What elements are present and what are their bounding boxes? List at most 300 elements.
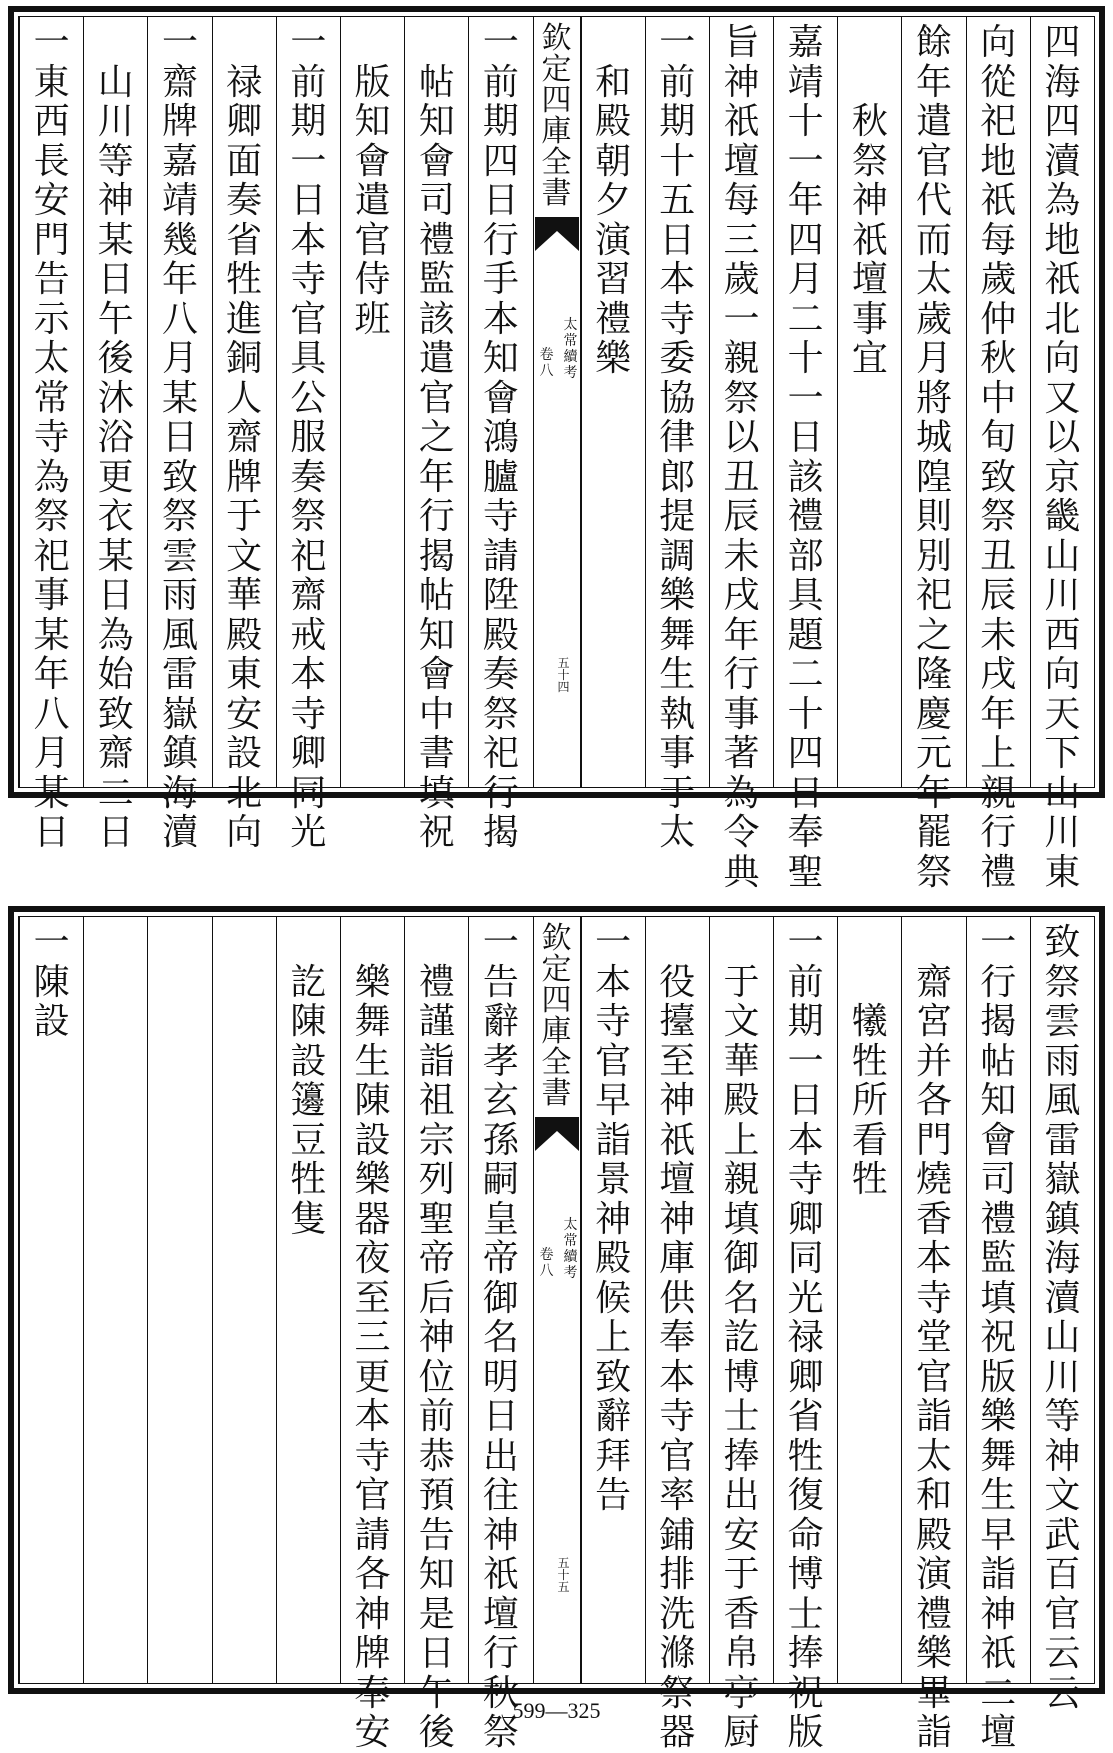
glyph: 神: [980, 1593, 1017, 1635]
glyph: 日: [290, 180, 327, 221]
glyph: 文: [226, 535, 263, 577]
glyph: 名: [482, 1317, 519, 1358]
glyph: 景: [595, 1159, 632, 1200]
glyph: 詣: [595, 1119, 632, 1161]
glyph: 祇: [482, 1554, 519, 1595]
glyph: 詣: [916, 1712, 953, 1753]
glyph: 衣: [97, 496, 134, 537]
glyph: 一: [482, 922, 519, 963]
glyph: 祇: [980, 1633, 1017, 1674]
glyph: 寺: [659, 1396, 696, 1437]
glyph: 看: [851, 1119, 888, 1161]
glyph: 二: [787, 298, 824, 340]
glyph: 出: [723, 1475, 760, 1516]
text-column: [19, 17, 83, 853]
glyph: 揭: [482, 812, 519, 853]
glyph: 至: [659, 1040, 696, 1082]
column-text: [341, 923, 404, 1753]
glyph: 官: [418, 377, 455, 419]
glyph: 十: [787, 338, 824, 379]
glyph: 嶽: [161, 693, 198, 735]
column-text: [148, 23, 211, 853]
glyph: 該: [418, 298, 455, 340]
glyph: 士: [723, 1396, 760, 1437]
text-column: [709, 17, 773, 893]
glyph: 和: [595, 61, 632, 103]
glyph: 瀆: [161, 812, 198, 853]
glyph: 預: [418, 1475, 455, 1516]
glyph: 奉: [659, 1317, 696, 1358]
glyph: 靖: [787, 61, 824, 103]
column-text: [405, 923, 468, 1753]
glyph: 祝: [980, 1317, 1017, 1358]
glyph: 五: [557, 656, 570, 670]
glyph: 戌: [980, 654, 1017, 695]
glyph: 朝: [595, 140, 632, 182]
glyph: 祭: [851, 140, 888, 182]
column-text: [774, 23, 837, 892]
glyph: 訖: [290, 961, 327, 1003]
column-text: [582, 23, 645, 379]
glyph: 一: [290, 22, 327, 63]
glyph: 列: [418, 1159, 455, 1200]
glyph: 八: [539, 363, 554, 379]
glyph: 山: [1044, 1317, 1081, 1358]
glyph: 陞: [482, 575, 519, 616]
column-text: [1031, 923, 1094, 1713]
glyph: 孫: [482, 1119, 519, 1161]
glyph: 揭: [418, 535, 455, 577]
glyph: 祀: [980, 101, 1017, 142]
glyph: 侍: [354, 259, 391, 300]
glyph: 拜: [595, 1435, 632, 1477]
glyph: 版: [354, 61, 391, 103]
glyph: 位: [418, 1356, 455, 1398]
glyph: 示: [33, 298, 70, 340]
glyph: 餘: [916, 22, 953, 63]
glyph: 官: [659, 1435, 696, 1477]
glyph: 卿: [290, 733, 327, 774]
glyph: 雷: [161, 654, 198, 695]
glyph: 一: [482, 22, 519, 63]
glyph: 三: [723, 219, 760, 261]
glyph: 長: [33, 140, 70, 182]
glyph: 帝: [418, 1238, 455, 1279]
fishtail-mark-icon: [535, 217, 579, 253]
glyph: 以: [1044, 417, 1081, 458]
glyph: 帖: [418, 575, 455, 616]
glyph: 隆: [916, 654, 953, 695]
center-fold: [533, 917, 581, 1683]
text-column: [340, 17, 404, 787]
glyph: 為: [1044, 180, 1081, 221]
glyph: 面: [226, 140, 263, 182]
text-column: [1030, 917, 1094, 1714]
text-column: [837, 917, 901, 1683]
glyph: 會: [418, 140, 455, 182]
glyph: 雷: [1044, 1119, 1081, 1161]
glyph: 安: [226, 693, 263, 735]
text-column: [468, 17, 532, 853]
glyph: 日: [659, 219, 696, 261]
glyph: 歲: [916, 298, 953, 340]
glyph: 沐: [97, 377, 134, 419]
glyph: 郎: [659, 456, 696, 498]
glyph: 常: [563, 333, 578, 349]
glyph: 期: [482, 101, 519, 142]
glyph: 雨: [161, 575, 198, 616]
glyph: 年: [787, 180, 824, 221]
column-text: [710, 23, 773, 892]
glyph: 殿: [595, 101, 632, 142]
glyph: 文: [723, 1001, 760, 1042]
glyph: 上: [595, 1317, 632, 1358]
glyph: 出: [482, 1435, 519, 1477]
glyph: 孝: [482, 1040, 519, 1082]
glyph: 殿: [226, 614, 263, 656]
text-column: [581, 17, 645, 787]
column-text: [213, 23, 276, 853]
glyph: 一: [787, 140, 824, 182]
glyph: 知: [354, 101, 391, 142]
text-column: [147, 917, 211, 1683]
glyph: 每: [980, 219, 1017, 261]
column-text: [20, 923, 83, 1042]
glyph: 卷: [539, 347, 554, 363]
glyph: 厨: [723, 1712, 760, 1753]
glyph: 遣: [418, 338, 455, 379]
glyph: 監: [418, 259, 455, 300]
glyph: 祭: [33, 496, 70, 537]
glyph: 神: [659, 1198, 696, 1240]
glyph: [852, 23, 888, 63]
glyph: 省: [226, 219, 263, 261]
glyph: 旬: [980, 417, 1017, 458]
glyph: 告: [482, 961, 519, 1003]
glyph: 神: [851, 180, 888, 221]
glyph: 齋: [226, 417, 263, 458]
glyph: 月: [916, 338, 953, 379]
glyph: 將: [916, 377, 953, 419]
glyph: 別: [916, 535, 953, 577]
glyph: 演: [595, 219, 632, 261]
glyph: 親: [723, 1159, 760, 1200]
glyph: 月: [787, 259, 824, 300]
glyph: 西: [1044, 614, 1081, 656]
glyph: 門: [33, 219, 70, 261]
glyph: 會: [418, 654, 455, 695]
glyph: 始: [97, 654, 134, 695]
text-column: [19, 917, 83, 1683]
glyph: 一: [980, 922, 1017, 963]
glyph: 排: [659, 1554, 696, 1595]
glyph: 卿: [787, 1198, 824, 1240]
glyph: 籩: [290, 1080, 327, 1121]
glyph: 器: [659, 1712, 696, 1753]
glyph: 天: [1044, 693, 1081, 735]
glyph: 日: [787, 417, 824, 458]
glyph: 歲: [723, 259, 760, 300]
text-column: [340, 917, 404, 1753]
glyph: 前: [659, 61, 696, 103]
text-column: [901, 17, 965, 893]
glyph: 舞: [980, 1435, 1017, 1477]
glyph: [98, 23, 134, 63]
column-text: [84, 23, 147, 853]
glyph: 事: [723, 693, 760, 735]
glyph: 向: [1044, 654, 1081, 695]
glyph: 考: [563, 1265, 578, 1281]
glyph: 事: [659, 733, 696, 774]
glyph: 祇: [1044, 259, 1081, 300]
glyph: 亭: [723, 1672, 760, 1714]
glyph: [419, 23, 455, 63]
glyph: 寺: [482, 496, 519, 537]
glyph: 名: [723, 1277, 760, 1319]
glyph: 卿: [226, 101, 263, 142]
glyph: 等: [1044, 1396, 1081, 1437]
glyph: 寺: [659, 298, 696, 340]
glyph: 禮: [418, 219, 455, 261]
glyph: 本: [595, 961, 632, 1003]
glyph: 十: [787, 101, 824, 142]
glyph: 手: [482, 259, 519, 300]
glyph: 致: [97, 693, 134, 735]
glyph: 官: [1044, 1593, 1081, 1635]
glyph: 玄: [482, 1080, 519, 1121]
glyph: 陳: [354, 1080, 391, 1121]
glyph: 日: [482, 1396, 519, 1437]
glyph: 川: [1044, 1356, 1081, 1398]
glyph: 銅: [226, 338, 263, 379]
text-column: [901, 917, 965, 1753]
glyph: 山: [97, 61, 134, 103]
text-column: [645, 917, 709, 1753]
glyph: 提: [659, 496, 696, 537]
glyph: 卿: [787, 1356, 824, 1398]
glyph: 庫: [659, 1238, 696, 1279]
glyph: 嗣: [482, 1159, 519, 1200]
book-title: [534, 23, 580, 209]
glyph: 樂: [354, 1159, 391, 1200]
glyph: 嶽: [1044, 1159, 1081, 1200]
glyph: 華: [226, 575, 263, 616]
glyph: 率: [659, 1475, 696, 1516]
glyph: 安: [723, 1514, 760, 1556]
glyph: 從: [980, 61, 1017, 103]
center-fold: [533, 17, 581, 787]
glyph: 一: [787, 377, 824, 419]
glyph: 祀: [290, 535, 327, 577]
text-column: [581, 917, 645, 1683]
glyph: 午: [418, 1672, 455, 1714]
glyph: 旨: [723, 22, 760, 63]
glyph: 年: [980, 693, 1017, 735]
glyph: 該: [787, 456, 824, 498]
text-column: [645, 17, 709, 853]
glyph: 而: [916, 219, 953, 261]
glyph: 前: [482, 61, 519, 103]
glyph: 罷: [916, 812, 953, 853]
glyph: 五: [557, 1580, 570, 1594]
volume-series-label: [564, 1217, 578, 1281]
glyph: 至: [354, 1277, 391, 1319]
glyph: 二: [787, 654, 824, 695]
glyph: 行: [482, 1633, 519, 1674]
glyph: 二: [97, 772, 134, 814]
glyph: 中: [980, 377, 1017, 419]
text-column: [966, 17, 1030, 893]
glyph: 博: [723, 1356, 760, 1398]
glyph: 樂: [980, 1396, 1017, 1437]
glyph: 日: [418, 1633, 455, 1674]
glyph: 畿: [1044, 496, 1081, 537]
glyph: 協: [659, 377, 696, 419]
text-column: [468, 917, 532, 1753]
glyph: 更: [97, 456, 134, 498]
glyph: 帝: [482, 1238, 519, 1279]
glyph: 壇: [980, 1712, 1017, 1753]
glyph: 牌: [161, 101, 198, 142]
glyph: 一: [723, 298, 760, 340]
glyph: 慶: [916, 693, 953, 735]
glyph: 以: [723, 417, 760, 458]
glyph: 設: [290, 1040, 327, 1082]
glyph: 祭: [482, 1712, 519, 1753]
glyph: 同: [290, 772, 327, 814]
column-text: [710, 923, 773, 1753]
glyph: 四: [787, 219, 824, 261]
glyph: 執: [659, 693, 696, 735]
glyph: 期: [290, 101, 327, 142]
column-text: [967, 23, 1030, 892]
glyph: 詣: [916, 1396, 953, 1437]
glyph: 舞: [659, 614, 696, 656]
text-column: [709, 917, 773, 1753]
glyph: 嘉: [161, 140, 198, 182]
fishtail-mark-icon: [535, 1117, 579, 1153]
glyph: 八: [161, 298, 198, 340]
glyph: [355, 23, 391, 63]
glyph: 知: [418, 614, 455, 656]
glyph: 太: [33, 338, 70, 379]
glyph: 公: [290, 377, 327, 419]
glyph: 瀆: [1044, 140, 1081, 182]
glyph: 日: [97, 812, 134, 853]
glyph: 牲: [226, 259, 263, 300]
glyph: 年: [33, 654, 70, 695]
glyph: 十: [787, 693, 824, 735]
glyph: 奏: [290, 456, 327, 498]
glyph: 仲: [980, 298, 1017, 340]
glyph: 填: [418, 772, 455, 814]
glyph: 監: [980, 1238, 1017, 1279]
glyph: 日: [787, 772, 824, 814]
glyph: 鎮: [161, 733, 198, 774]
glyph: 習: [595, 259, 632, 300]
glyph: 禮: [980, 851, 1017, 893]
glyph: 著: [723, 733, 760, 774]
glyph: 官: [354, 1475, 391, 1516]
glyph: 風: [1044, 1080, 1081, 1121]
glyph: 祭: [659, 1672, 696, 1714]
glyph: 上: [980, 733, 1017, 774]
glyph: 武: [1044, 1514, 1081, 1556]
glyph: 遣: [354, 180, 391, 221]
glyph: 行: [723, 654, 760, 695]
glyph: 光: [787, 1277, 824, 1319]
glyph: 殿: [723, 1080, 760, 1121]
glyph: 隍: [916, 456, 953, 498]
glyph: 殿: [595, 1238, 632, 1279]
glyph: 浴: [97, 417, 134, 458]
glyph: 文: [1044, 1475, 1081, 1516]
glyph: 一: [787, 1040, 824, 1082]
text-column: [1030, 17, 1094, 893]
glyph: 壇: [482, 1593, 519, 1635]
text-column: [773, 917, 837, 1753]
glyph: 司: [418, 180, 455, 221]
glyph: 華: [723, 1040, 760, 1082]
text-column: [212, 17, 276, 853]
glyph: 鎮: [1044, 1198, 1081, 1240]
glyph: 歲: [980, 259, 1017, 300]
glyph: 令: [723, 812, 760, 853]
glyph: 會: [482, 377, 519, 419]
glyph: 揭: [980, 1001, 1017, 1042]
glyph: 調: [659, 535, 696, 577]
glyph: 一: [161, 22, 198, 63]
glyph: 本: [290, 654, 327, 695]
glyph: 省: [787, 1396, 824, 1437]
glyph: 前: [787, 961, 824, 1003]
glyph: 未: [980, 614, 1017, 656]
glyph: 神: [354, 1593, 391, 1635]
glyph: 于: [659, 772, 696, 814]
glyph: 禮: [595, 298, 632, 340]
glyph: 往: [482, 1475, 519, 1516]
glyph: 生: [354, 1040, 391, 1082]
glyph: 夕: [595, 180, 632, 221]
glyph: 城: [916, 417, 953, 458]
glyph: 神: [659, 1080, 696, 1121]
column-text: [838, 23, 901, 379]
glyph: 命: [787, 1514, 824, 1556]
glyph: 後: [418, 1712, 455, 1753]
glyph: 祇: [980, 180, 1017, 221]
glyph: 全: [541, 1045, 572, 1080]
glyph: 北: [226, 772, 263, 814]
glyph: 隻: [290, 1198, 327, 1240]
glyph: 知: [482, 338, 519, 379]
glyph: 捧: [787, 1633, 824, 1674]
glyph: 禄: [787, 1317, 824, 1358]
column-text: [277, 923, 340, 1239]
text-column: [276, 917, 340, 1683]
glyph: 牌: [226, 456, 263, 498]
glyph: [723, 923, 759, 963]
glyph: 神: [418, 1317, 455, 1358]
glyph: 致: [1044, 922, 1081, 963]
glyph: 事: [33, 575, 70, 616]
glyph: 部: [787, 535, 824, 577]
glyph: 辭: [595, 1396, 632, 1437]
glyph: 牌: [354, 1633, 391, 1674]
glyph: [659, 923, 695, 963]
glyph: 題: [787, 614, 824, 656]
glyph: 于: [226, 496, 263, 537]
glyph: 齋: [161, 61, 198, 103]
